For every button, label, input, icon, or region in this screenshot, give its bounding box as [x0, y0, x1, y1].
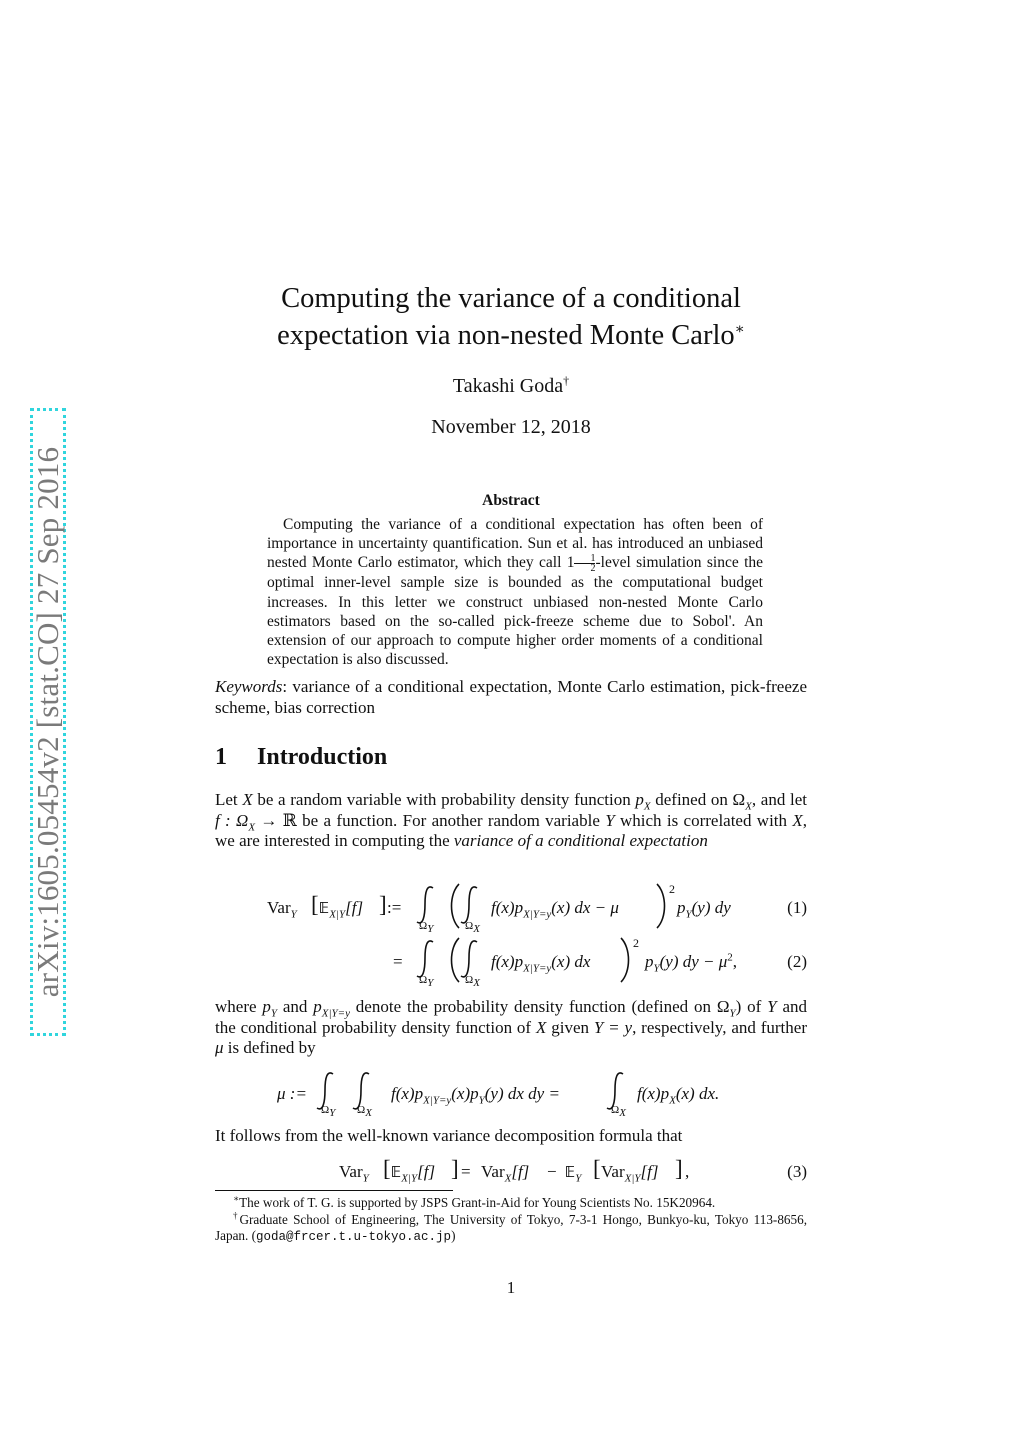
assign-operator: :=	[387, 898, 402, 917]
math-sub: X	[473, 923, 480, 936]
fraction-numerator: 1	[574, 554, 595, 564]
math-omega: Ω	[419, 920, 428, 932]
paren-path	[657, 884, 665, 928]
var-operator: Var	[601, 1162, 625, 1181]
math-sub: X|Y=y	[321, 1007, 350, 1020]
text: denote the probability density function (defined on	[349, 997, 717, 1016]
math-fx: f(x)p	[637, 1084, 670, 1103]
math-dy: (y) dy	[691, 898, 731, 917]
abstract-text-1: Computing the variance of a conditional expectation has often been of importance in uncertainty quantification. Sun et al. has introduced an unbiased nested Monte Carlo estimator, which they call 1	[267, 516, 763, 572]
math-f-bracket: [f]	[345, 898, 364, 917]
math-sub: Y	[729, 1007, 736, 1020]
math-sub: X	[365, 1107, 372, 1120]
footnote-1-text: The work of T. G. is supported by JSPS Grant-in-Aid for Young Scientists No. 15K20964.	[239, 1195, 716, 1210]
math-f-map: f : Ω	[215, 810, 249, 830]
intro-paragraph-2	[215, 997, 807, 1059]
math-omega: Ω	[419, 974, 428, 986]
title-line-1: Computing the variance of a conditional	[281, 283, 741, 314]
integrand	[491, 952, 591, 975]
text: which is correlated with	[614, 810, 793, 830]
math-sub: X	[745, 800, 752, 813]
left-bracket: [	[311, 892, 319, 917]
fraction-one-half	[574, 554, 595, 573]
math-omega: Ω	[465, 974, 474, 986]
text: be a random variable with probability density function	[252, 790, 636, 809]
footnote-mark: ∗	[233, 1193, 240, 1204]
math-arrow: → ℝ	[255, 810, 297, 830]
integral-domain	[419, 920, 434, 936]
density-y	[677, 898, 731, 921]
math-p: p	[645, 952, 654, 971]
math-sub: Y	[290, 908, 297, 921]
footnote-2-end: )	[451, 1228, 456, 1243]
right-bracket: ]	[379, 892, 387, 917]
math-X: X	[242, 790, 253, 809]
integral-domain	[465, 920, 480, 936]
math-dy: (y) dy − μ	[659, 952, 728, 971]
math-p: p	[635, 790, 644, 809]
square-exponent: 2	[669, 882, 675, 896]
text: Let	[215, 790, 243, 809]
math-fx: f(x)p	[491, 898, 524, 917]
keywords-text: : variance of a conditional expectation, Monte Carlo estimation, pick-freeze scheme, bias correction	[215, 677, 807, 717]
abstract-body	[267, 515, 763, 669]
math-sub: X|Y	[401, 1172, 418, 1185]
integral-path	[461, 941, 477, 977]
text: defined on	[650, 790, 733, 809]
fraction-denominator: 2	[590, 563, 596, 575]
math-sub: Y	[329, 1107, 336, 1120]
footnote-2	[215, 1212, 807, 1246]
math-dx: (x) dx.	[675, 1084, 720, 1103]
intro-paragraph-1	[215, 790, 807, 852]
mu-lhs	[277, 1084, 307, 1104]
integral-domain	[465, 974, 480, 990]
title-footnote-mark: ∗	[734, 321, 745, 338]
emphasis: variance of a conditional expectation	[453, 831, 708, 850]
eq3-lhs	[339, 1162, 369, 1185]
eq1-lhs	[267, 898, 297, 921]
big-left-paren	[447, 884, 461, 930]
math-mu: μ	[215, 1038, 224, 1057]
math-X: X	[535, 1017, 547, 1037]
section-heading	[215, 744, 387, 771]
integral-domain	[357, 1104, 372, 1120]
integral-path	[417, 941, 433, 977]
math-fx: f(x)p	[491, 952, 524, 971]
math-sub: X|Y=y	[523, 908, 552, 921]
math-Y: Y	[767, 997, 777, 1016]
math-X: X	[792, 810, 803, 830]
math-sub: X|Y	[624, 1172, 641, 1185]
math-sub: X|Y=y	[423, 1094, 452, 1107]
right-bracket: ]	[451, 1156, 459, 1181]
math-sub: Y	[427, 923, 434, 936]
footnotes	[215, 1195, 807, 1246]
math-sub: Y	[575, 1172, 582, 1185]
var-xy	[601, 1162, 659, 1185]
text: and	[277, 997, 314, 1016]
math-Y-eq-y: Y = y	[593, 1017, 633, 1037]
var-x	[481, 1162, 530, 1185]
math-sub: X	[669, 1094, 676, 1107]
integral-domain	[419, 974, 434, 990]
text: and the conditional probability density function of	[215, 997, 808, 1037]
integral-path	[417, 887, 433, 923]
text: be a function. For another random variable	[296, 810, 606, 830]
mu-rhs	[637, 1084, 720, 1107]
text: , respectively, and further	[632, 1017, 807, 1037]
footnote-mark: †	[233, 1210, 240, 1221]
math-f-bracket: [f]	[511, 1162, 530, 1181]
integral-domain	[611, 1104, 626, 1120]
math-sub: X	[504, 1172, 512, 1185]
arxiv-stamp	[30, 408, 66, 1036]
author	[215, 375, 807, 398]
math-sub: Y	[653, 962, 660, 975]
math-omega: Ω	[716, 997, 730, 1016]
text: is defined by	[223, 1038, 316, 1057]
math-sub: Y	[427, 977, 434, 990]
paren-path	[452, 938, 460, 982]
math-sub: Y	[685, 908, 692, 921]
math-sub: X|Y=y	[523, 962, 552, 975]
square-exponent: 2	[727, 951, 733, 964]
density-y	[645, 951, 738, 975]
comma: ,	[732, 952, 738, 971]
intro-paragraph-3: It follows from the well-known variance decomposition formula that	[215, 1126, 683, 1145]
math-sub: Y	[478, 1094, 485, 1107]
arxiv-identifier: arXiv:1605.05454v2 [stat.CO] 27 Sep 2016	[30, 446, 65, 998]
text: , we are interested in computing the	[215, 810, 807, 850]
big-left-paren	[447, 938, 461, 984]
math-sub: X	[473, 977, 480, 990]
math-p: p	[677, 898, 686, 917]
equation-number-3: (3)	[787, 1162, 807, 1181]
math-fx-rest: (x) dx − μ	[551, 898, 619, 917]
math-omega: Ω	[732, 790, 746, 809]
text: ) of	[735, 997, 768, 1016]
paper-title	[215, 280, 807, 354]
equals-operator: =	[461, 1162, 471, 1181]
paren-path	[452, 884, 460, 928]
math-omega: Ω	[465, 920, 474, 932]
equation-number-1: (1)	[787, 898, 807, 917]
math-omega: Ω	[611, 1104, 620, 1116]
footnote-1	[215, 1195, 807, 1212]
math-x-p: (x)p	[451, 1084, 479, 1103]
var-operator: Var	[339, 1162, 363, 1181]
section-number: 1	[215, 744, 227, 770]
math-p: p	[262, 997, 271, 1016]
math-f-bracket: [f]	[640, 1162, 659, 1181]
mu-definition	[215, 1070, 807, 1120]
equation-number-2: (2)	[787, 952, 807, 971]
text: , and let	[751, 790, 807, 809]
equation-3	[215, 1156, 807, 1186]
equation-1	[215, 882, 807, 938]
integral-domain	[321, 1104, 336, 1120]
math-mu-assign: μ :=	[277, 1084, 307, 1103]
date: November 12, 2018	[431, 416, 591, 438]
math-omega: Ω	[321, 1104, 330, 1116]
author-email[interactable]: goda@frcer.t.u-tokyo.ac.jp	[256, 1230, 452, 1244]
math-sub: X|Y	[329, 908, 346, 921]
var-operator: Var	[481, 1162, 505, 1181]
equals-operator: =	[393, 952, 403, 971]
text: given	[546, 1017, 594, 1037]
minus-operator: −	[547, 1162, 557, 1181]
abstract-heading: Abstract	[482, 492, 540, 509]
math-Y: Y	[605, 810, 615, 830]
left-bracket: [	[593, 1156, 601, 1181]
math-sub: X	[643, 800, 651, 813]
equation-2	[215, 938, 807, 988]
square-exponent: 2	[633, 936, 639, 950]
page-number: 1	[506, 1278, 516, 1297]
author-footnote-mark: †	[563, 373, 570, 388]
big-right-paren	[619, 938, 633, 984]
integrand	[491, 898, 619, 921]
footnote-2-text: Graduate School of Engineering, The University of Tokyo, 7-3-1 Hongo, Bunkyo-ku, Tokyo 113-8656, Japan. (	[215, 1211, 807, 1243]
mu-integrand	[391, 1084, 560, 1107]
math-fx: f(x)p	[391, 1084, 424, 1103]
keywords-label: Keywords	[215, 677, 283, 696]
math-sub: X	[619, 1107, 626, 1120]
math-sub: Y	[270, 1007, 278, 1020]
math-omega: Ω	[357, 1104, 366, 1116]
math-sub: Y	[362, 1172, 369, 1185]
text: where	[215, 997, 263, 1016]
section-title: Introduction	[257, 744, 388, 770]
footnote-rule	[215, 1190, 453, 1191]
math-f-bracket: [f]	[417, 1162, 436, 1181]
paren-path	[621, 938, 629, 982]
expectation	[391, 1162, 436, 1185]
expectation	[319, 898, 364, 921]
big-right-paren	[655, 884, 669, 930]
integral-path	[461, 887, 477, 923]
math-p: p	[313, 997, 322, 1016]
var-operator: Var	[267, 898, 291, 917]
left-bracket: [	[383, 1156, 391, 1181]
abstract-text-2: -level simulation since the optimal inner-level sample size is bounded as the computational budget increases. In this letter we construct unbiased non-nested Monte Carlo estimators based on the so-called pick-freeze scheme due to Sobol'. An extension of our approach to compute higher order moments of a conditional expectation is also discussed.	[267, 554, 764, 669]
keywords	[215, 676, 807, 718]
blackboard-E: 𝔼	[391, 1163, 402, 1181]
blackboard-E: 𝔼	[319, 899, 330, 917]
title-line-2: expectation via non-nested Monte Carlo	[277, 320, 735, 351]
math-sub: X	[248, 820, 256, 833]
expectation-y	[565, 1162, 582, 1185]
blackboard-E: 𝔼	[565, 1163, 576, 1181]
math-dxdy: (y) dx dy =	[484, 1084, 560, 1103]
comma: ,	[685, 1162, 690, 1181]
author-name: Takashi Goda	[452, 375, 564, 397]
math-fx-rest: (x) dx	[551, 952, 591, 971]
right-bracket: ]	[675, 1156, 683, 1181]
